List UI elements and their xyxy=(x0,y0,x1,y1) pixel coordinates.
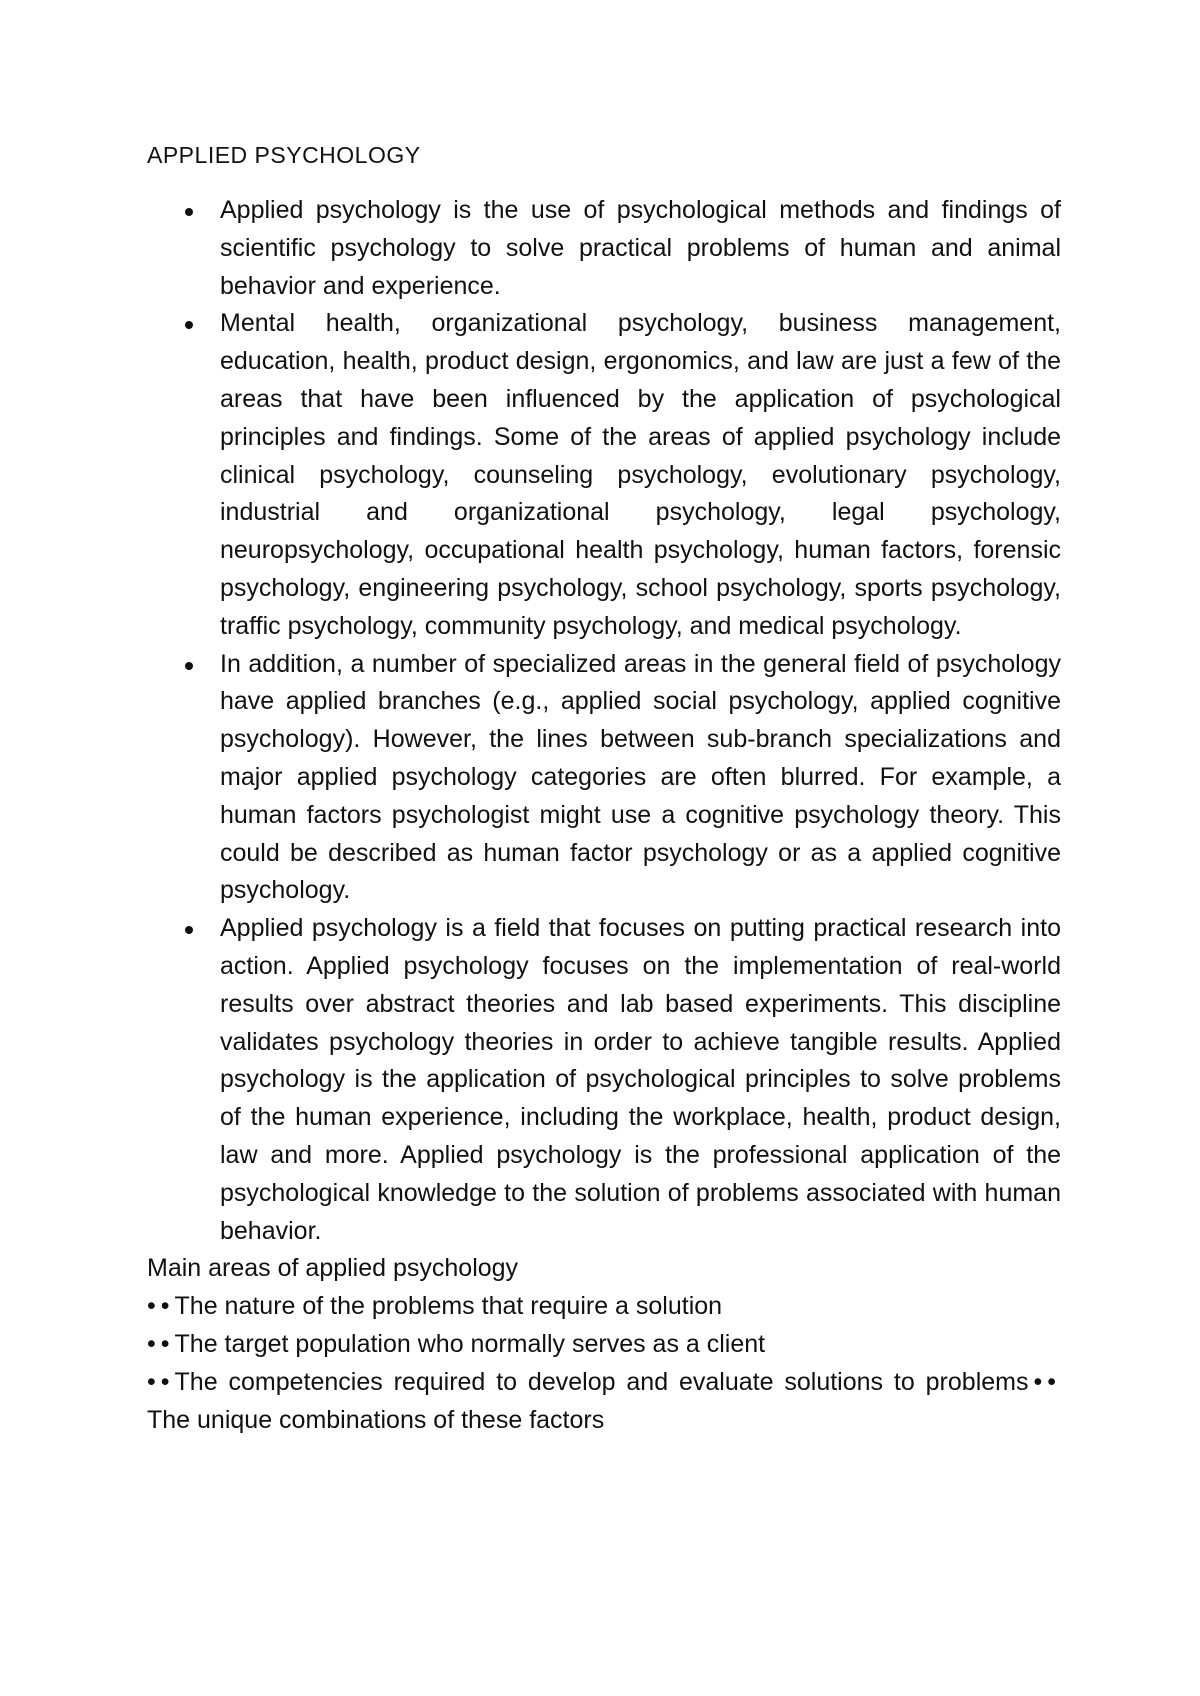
bullet-text: Mental health, organizational psychology, business management, education, health, product design, ergonomics, and law are just a few of the areas that have been influenced by the application of psychological principles and findings. Some of the areas of applied psychology include clinical psychology, counseling psychology, evolutionary psychology, industrial and organizational psychology, legal psychology, neuropsychology, occupational health psychology, human factors, forensic psychology, engineering psychology, school psychology, sports psychology, traffic psychology, community psychology, and medical psychology. xyxy=(220,309,1061,640)
bullet-text: Applied psychology is a field that focuses on putting practical research into action. Applied psychology focuses on the implementation of real-world results over abstract theories and lab based experiments. This discipline validates psychology theories in order to achieve tangible results. Applied psychology is the application of psychological principles to solve problems of the human experience, including the workplace, health, product design, law and more. Applied psychology is the professional application of the psychological knowledge to the solution of problems associated with human behavior. xyxy=(220,914,1061,1245)
main-area-line: • • The nature of the problems that require a solution xyxy=(147,1292,723,1321)
bullet-list xyxy=(147,192,1061,1250)
bullet-item xyxy=(147,192,1061,305)
bullet-dot-icon xyxy=(185,321,193,329)
main-areas-heading: Main areas of applied psychology xyxy=(147,1254,519,1283)
bullet-item xyxy=(147,646,1061,911)
main-area-line: • • The competencies required to develop and evaluate solutions to problems • • The unique combinations of these factors xyxy=(147,1367,1061,1434)
bullet-text: In addition, a number of specialized areas in the general field of psychology have applied branches (e.g., applied social psychology, applied cognitive psychology). However, the lines between sub-branch specializations and major applied psychology categories are often blurred. For example, a human factors psychologist might use a cognitive psychology theory. This could be described as human factor psychology or as a applied cognitive psychology. xyxy=(220,649,1061,905)
bullet-item xyxy=(147,910,1061,1250)
document-page xyxy=(147,140,1061,1439)
bullet-dot-icon xyxy=(185,662,193,670)
bullet-dot-icon xyxy=(185,208,193,216)
main-area-line: • • The target population who normally serves as a client xyxy=(147,1329,766,1358)
document-title: APPLIED PSYCHOLOGY xyxy=(147,142,421,168)
bullet-item xyxy=(147,305,1061,645)
bullet-text: Applied psychology is the use of psychological methods and findings of scientific psychology to solve practical problems of human and animal behavior and experience. xyxy=(220,196,1061,300)
bullet-dot-icon xyxy=(185,926,193,934)
